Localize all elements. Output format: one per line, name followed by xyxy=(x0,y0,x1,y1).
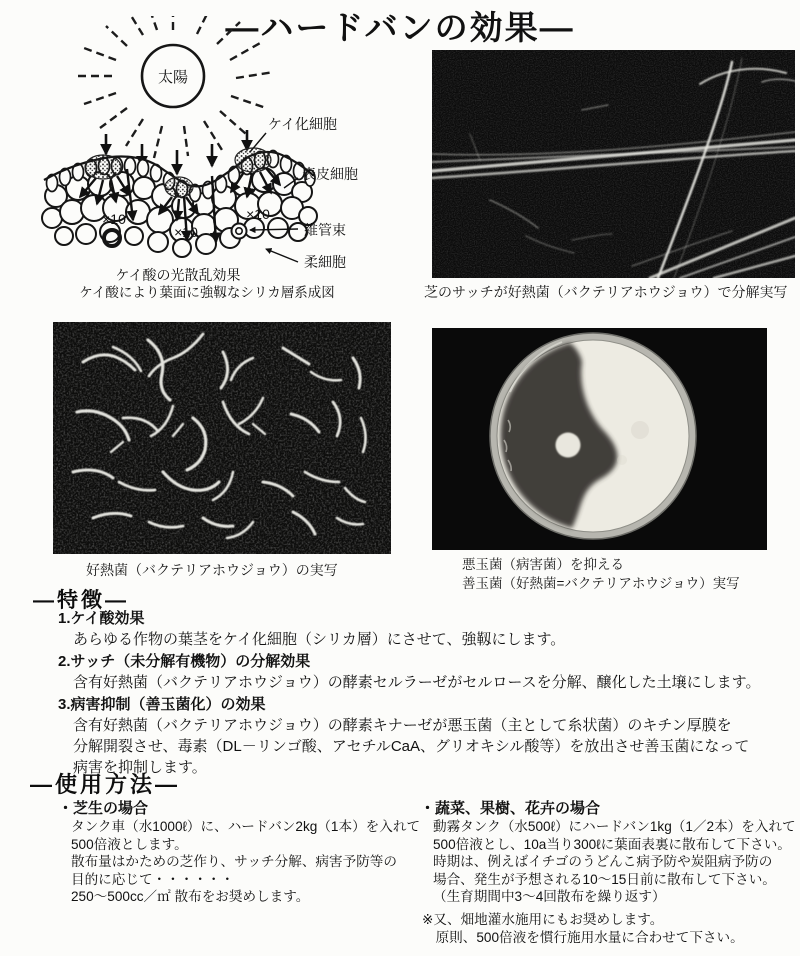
feature-item xyxy=(58,695,798,778)
bacteria-photo-caption: 好熱菌（バクテリアホウジョウ）の実写 xyxy=(86,562,338,578)
epidermis-cell-label: 表皮細胞 xyxy=(302,166,358,182)
petri-caption-line1: 悪玉菌（病害菌）を抑える xyxy=(462,557,624,572)
diagram-caption-line2: ケイ酸により葉面に強靱なシリカ層系成図 xyxy=(79,285,335,300)
silicified-cell-label: ケイ化細胞 xyxy=(268,116,338,132)
magnification-label: ×10 xyxy=(246,206,270,222)
usage-line: 目的に応じて・・・・・・ xyxy=(71,871,235,887)
feature-title: 3.病害抑制（善玉菌化）の効果 xyxy=(58,696,266,713)
usage-line: タンク車（水1000ℓ）に、ハードバン2kg（1本）を入れて xyxy=(71,819,421,834)
usage-line: 500倍液とし、10a当り300ℓに葉面表裏に散布して下さい。 xyxy=(433,836,791,852)
usage-line: 500倍液とします。 xyxy=(71,836,188,852)
usage-line: 時期は、例えばイチゴのうどんこ病予防や炭阻病予防の xyxy=(433,854,773,870)
feature-line: 含有好熱菌（バクテリアホウジョウ）の酵素キナーゼが悪玉菌（主として糸状菌）のキチン厚膜を xyxy=(73,717,732,734)
feature-item xyxy=(58,609,798,650)
colony-dot xyxy=(556,433,581,458)
features-section xyxy=(58,607,798,778)
thatch-decomposition-photo xyxy=(432,50,795,278)
feature-line: あらゆる作物の葉茎をケイ化細胞（シリカ層）にさせて、強靱にします。 xyxy=(73,631,566,648)
usage-vegetable-title: ・蔬菜、果樹、花卉の場合 xyxy=(420,800,601,817)
usage-line: 動霧タンク（水500ℓ）にハードバン1kg（1／2本）を入れて xyxy=(433,819,796,834)
features-heading: —特徴— xyxy=(33,589,129,612)
sun-label: 太陽 xyxy=(157,69,189,86)
petri-caption-line2: 善玉菌（好熱菌=バクテリアホウジョウ）実写 xyxy=(462,576,740,591)
usage-line: 場合、発生が予想される10～15日前に散布して下さい。 xyxy=(433,871,776,887)
parenchyma-cell-label: 柔細胞 xyxy=(304,254,346,270)
petri-dish-photo xyxy=(432,328,767,550)
usage-note: 原則、500倍液を慣行施用水量に合わせて下さい。 xyxy=(422,929,744,945)
diagram-caption-line1: ケイ酸の光散乱効果 xyxy=(115,267,241,283)
page-title: —ハードバンの効果— xyxy=(225,9,575,46)
usage-note: ※又、畑地灌水施用にもお奨めします。 xyxy=(422,911,664,927)
usage-heading: —使用方法— xyxy=(30,772,181,797)
usage-line: （生育期間中3～4回散布を繰り返す） xyxy=(433,889,666,905)
feature-line: 病害を抑制します。 xyxy=(73,759,207,776)
leaf-cross-section xyxy=(42,148,317,257)
vascular-bundle-label: 維管束 xyxy=(304,222,346,238)
magnification-label: ×10 xyxy=(174,224,198,240)
feature-line: 分解開裂させ、毒素（DL－リンゴ酸、アセチルCaA、グリオキシル酸等）を放出させ善玉菌になって xyxy=(73,738,750,755)
usage-turf-column xyxy=(58,799,423,906)
usage-vegetable-column xyxy=(420,799,798,946)
thatch-photo-caption: 芝のサッチが好熱菌（バクテリアホウジョウ）で分解実写 xyxy=(424,284,788,300)
feature-title: 2.サッチ（未分解有機物）の分解効果 xyxy=(58,653,311,670)
petri-photo-caption xyxy=(462,555,740,593)
usage-line: 散布量はかための芝作り、サッチ分解、病害予防等の xyxy=(71,854,397,870)
silica-effect-diagram xyxy=(26,16,392,310)
bacteria-photo xyxy=(53,322,391,554)
usage-turf-title: ・芝生の場合 xyxy=(58,800,149,817)
magnification-label: ×10 xyxy=(102,211,126,227)
feature-title: 1.ケイ酸効果 xyxy=(58,610,145,627)
feature-item xyxy=(58,652,798,693)
usage-line: 250～500cc／㎡ 散布をお奨めします。 xyxy=(71,889,310,905)
feature-line: 含有好熱菌（バクテリアホウジョウ）の酵素セルラーゼがセルロースを分解、醸化した土壌にします。 xyxy=(73,674,761,691)
